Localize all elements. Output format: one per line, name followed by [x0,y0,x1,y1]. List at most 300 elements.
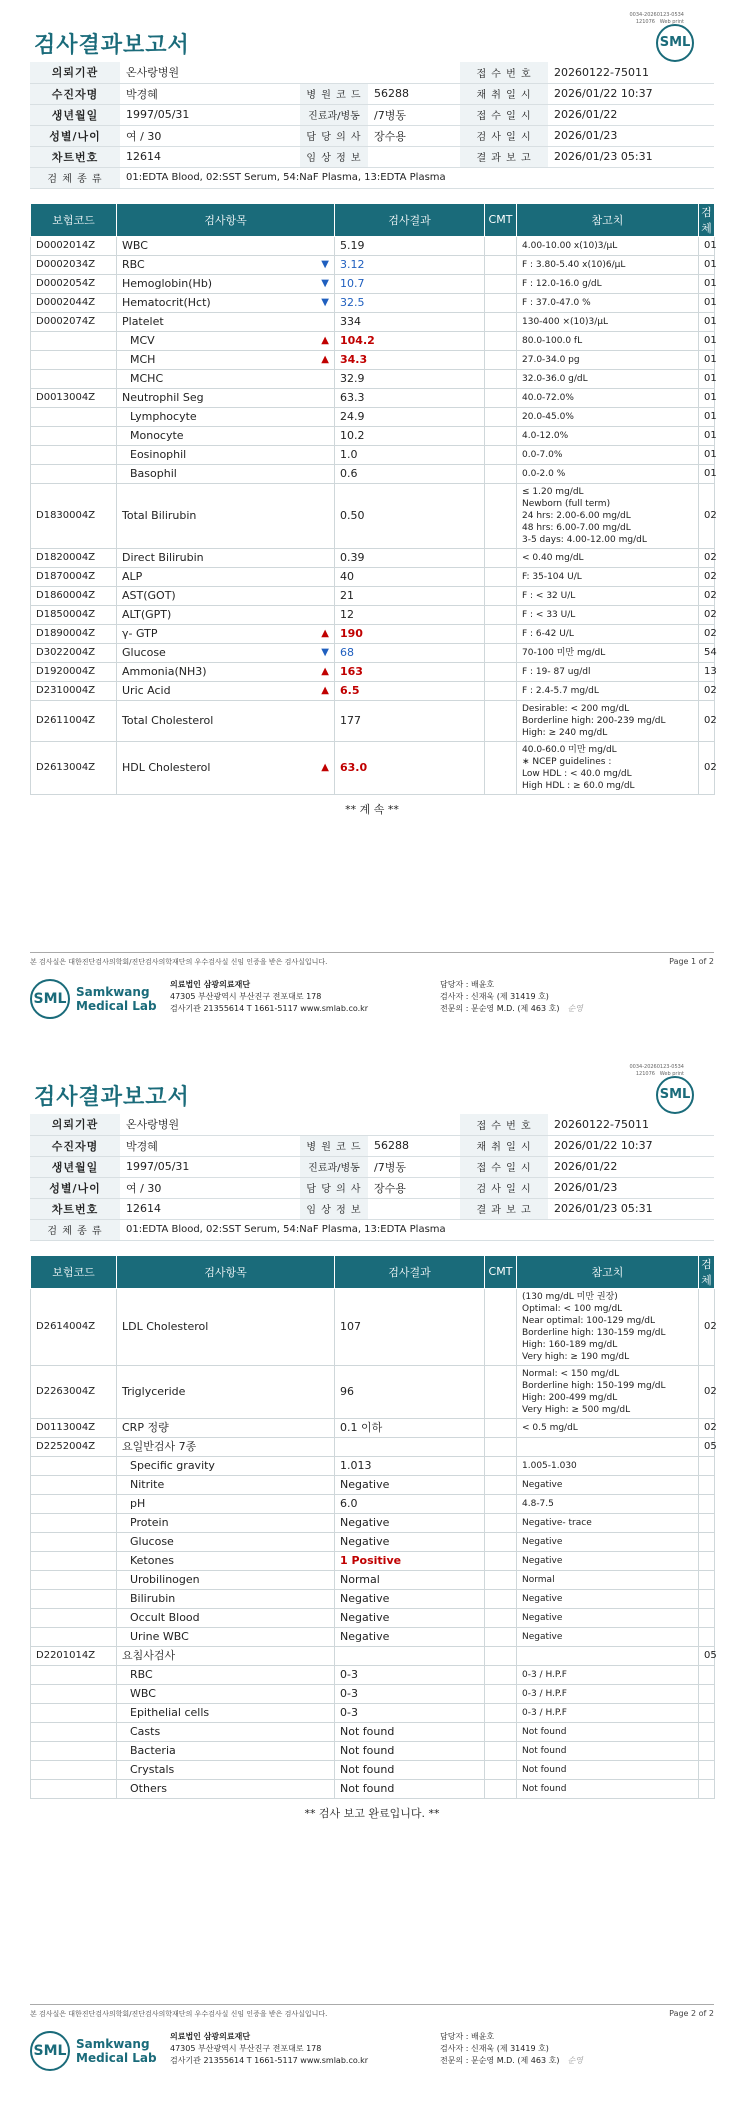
cmt-cell [485,1365,517,1418]
test-item-name: Triglyceride [122,1385,186,1398]
test-item-cell [117,1288,335,1365]
reference-cell: F: 35-104 U/L [517,567,699,586]
test-item-cell [117,445,335,464]
reference-cell: F : < 33 U/L [517,605,699,624]
specimen-cell [699,1608,715,1627]
high-flag-icon: ▲ [321,628,329,639]
test-item-name: MCHC [130,372,164,385]
cmt-cell [485,369,517,388]
reference-cell: 4.00-10.00 x(10)3/μL [517,236,699,255]
cmt-cell [485,1741,517,1760]
test-item-name: Nitrite [130,1478,165,1491]
reception-value: 20260122-75011 [548,62,714,83]
table-row [31,1722,715,1741]
table-row [31,255,715,274]
test-item-name: Specific gravity [130,1459,215,1472]
specimen-cell: 01 [699,236,715,255]
test-item-cell [117,567,335,586]
test-item-cell [117,1365,335,1418]
specimen-cell: 02 [699,605,715,624]
test-item-name: pH [130,1497,146,1510]
result-cell: 0-3 [335,1684,485,1703]
result-cell: 190 [335,624,485,643]
test-item-cell [117,1570,335,1589]
test-item-cell [117,741,335,794]
test-item-cell [117,548,335,567]
test-item-cell [117,1665,335,1684]
low-flag-icon: ▼ [321,297,329,308]
reference-cell: Negative [517,1551,699,1570]
result-cell: 0-3 [335,1665,485,1684]
insurance-code-cell: D2310004Z [31,681,117,700]
result-cell: Normal [335,1570,485,1589]
test-item-cell [117,1551,335,1570]
reference-cell: Normal [517,1570,699,1589]
test-item-cell [117,255,335,274]
reference-cell: Not found [517,1760,699,1779]
result-cell: Negative [335,1627,485,1646]
test-item-name: WBC [122,239,148,252]
result-cell: 1 Positive [335,1551,485,1570]
test-item-cell [117,236,335,255]
specimen-cell [699,1494,715,1513]
page-number: Page 2 of 2 [669,2009,714,2018]
test-item-cell [117,1475,335,1494]
low-flag-icon: ▼ [321,259,329,270]
cmt-cell [485,1760,517,1779]
specimen-cell: 02 [699,483,715,548]
table-row [31,293,715,312]
insurance-code-cell: D1830004Z [31,483,117,548]
test-item-cell [117,643,335,662]
table-row [31,1684,715,1703]
table-row [31,1365,715,1418]
test-item-name: Platelet [122,315,164,328]
cmt-cell [485,445,517,464]
cmt-cell [485,1551,517,1570]
test-item-cell [117,1418,335,1437]
cmt-cell [485,605,517,624]
cmt-cell [485,681,517,700]
reference-cell: Desirable: < 200 mg/dL Borderline high: 200-239 mg/dL High: ≥ 240 mg/dL [517,700,699,741]
result-cell: 32.9 [335,369,485,388]
specimen-cell [699,1722,715,1741]
test-item-name: Epithelial cells [130,1706,210,1719]
test-item-name: Others [130,1782,167,1795]
footer: 본 검사실은 대한진단검사의학회/진단검사의학재단의 우수검사실 신임 인증을 받은 검사실입니다. Page 2 of 2 SML Samkwang Medical Lab 의료법인 삼광의료재단 47305 부산광역시 부산진구 전포대로 178 검사기관 21355614 T 1661-5117 www.smlab.co.kr 담당자 : 배윤호 검사자 : 신재욱 (제 31419 호) 전문의 : 문순영 M.D. (제 463 호) 순영 [30,2004,714,2104]
cmt-cell [485,407,517,426]
specimen-cell: 01 [699,388,715,407]
test-item-name: WBC [130,1687,156,1700]
test-item-name: Total Cholesterol [122,714,214,727]
specimen-cell: 01 [699,312,715,331]
specimen-cell: 01 [699,255,715,274]
result-cell: 107 [335,1288,485,1365]
test-item-name: Basophil [130,467,177,480]
reference-cell: Not found [517,1741,699,1760]
table-row [31,700,715,741]
cmt-cell [485,1475,517,1494]
table-row [31,1437,715,1456]
reference-cell: 0-3 / H.P.F [517,1703,699,1722]
test-item-name: Crystals [130,1763,175,1776]
table-row [31,1475,715,1494]
page-number: Page 1 of 2 [669,957,714,966]
report-complete-note: ** 검사 보고 완료입니다. ** [304,1806,440,1820]
specimen-cell: 02 [699,1288,715,1365]
insurance-code-cell [31,407,117,426]
result-cell: 10.7 [335,274,485,293]
test-item-name: Neutrophil Seg [122,391,204,404]
reference-cell: F : 6-42 U/L [517,624,699,643]
test-item-cell [117,331,335,350]
reference-cell [517,1437,699,1456]
insurance-code-cell: D1890004Z [31,624,117,643]
result-cell: 1.0 [335,445,485,464]
result-cell: Negative [335,1608,485,1627]
cmt-cell [485,331,517,350]
cmt-cell [485,255,517,274]
reference-cell: Negative [517,1532,699,1551]
test-item-cell [117,407,335,426]
table-row [31,1551,715,1570]
insurance-code-cell [31,1532,117,1551]
cmt-cell [485,1779,517,1798]
table-row [31,388,715,407]
reference-cell: < 0.40 mg/dL [517,548,699,567]
cmt-cell [485,350,517,369]
reference-cell: ≤ 1.20 mg/dL Newborn (full term) 24 hrs: 2.00-6.00 mg/dL 48 hrs: 6.00-7.00 mg/dL 3-5 days: 4.00-12.00 mg/dL [517,483,699,548]
reference-cell: F : 2.4-5.7 mg/dL [517,681,699,700]
test-item-cell [117,293,335,312]
table-row [31,586,715,605]
cmt-cell [485,312,517,331]
result-cell: Negative [335,1589,485,1608]
specimen-cell [699,1551,715,1570]
insurance-code-cell: D3022004Z [31,643,117,662]
insurance-code-cell: D2263004Z [31,1365,117,1418]
test-item-name: MCV [130,334,155,347]
test-item-cell [117,586,335,605]
test-item-cell [117,700,335,741]
test-item-cell [117,624,335,643]
insurance-code-cell: D0002074Z [31,312,117,331]
specimen-cell: 01 [699,407,715,426]
specimen-cell: 05 [699,1646,715,1665]
insurance-code-cell [31,1627,117,1646]
test-item-cell [117,1722,335,1741]
cmt-cell [485,741,517,794]
table-row [31,331,715,350]
table-row [31,1288,715,1365]
cmt-cell [485,1437,517,1456]
specimen-cell: 05 [699,1437,715,1456]
specimen-cell: 02 [699,681,715,700]
high-flag-icon: ▲ [321,354,329,365]
cmt-cell [485,1456,517,1475]
test-item-name: RBC [130,1668,153,1681]
cmt-cell [485,586,517,605]
specimen-cell [699,1627,715,1646]
test-item-cell [117,312,335,331]
test-item-cell [117,1703,335,1722]
test-item-cell [117,1589,335,1608]
insurance-code-cell: D0013004Z [31,388,117,407]
result-cell: 0.50 [335,483,485,548]
cmt-cell [485,274,517,293]
test-item-cell [117,274,335,293]
insurance-code-cell: D0002054Z [31,274,117,293]
samkwang-logo: SML Samkwang Medical Lab [30,979,160,1019]
reference-cell: 20.0-45.0% [517,407,699,426]
reference-cell: Negative [517,1589,699,1608]
reference-cell: Not found [517,1779,699,1798]
test-item-cell [117,1627,335,1646]
test-item-name: Uric Acid [122,684,171,697]
specimen-cell: 02 [699,567,715,586]
insurance-code-cell [31,350,117,369]
specimen-cell: 54 [699,643,715,662]
cmt-cell [485,548,517,567]
specimen-cell: 02 [699,548,715,567]
test-item-cell [117,369,335,388]
signature: 순영 [567,1004,583,1013]
specimen-cell: 01 [699,426,715,445]
table-row [31,426,715,445]
specimen-cell [699,1532,715,1551]
table-row [31,1570,715,1589]
test-item-name: Glucose [130,1535,174,1548]
test-item-name: Hematocrit(Hct) [122,296,211,309]
test-item-cell [117,1646,335,1665]
cmt-cell [485,388,517,407]
test-item-name: LDL Cholesterol [122,1320,209,1333]
cmt-cell [485,426,517,445]
cmt-cell [485,1570,517,1589]
test-item-name: γ- GTP [122,627,158,640]
reference-cell: Not found [517,1722,699,1741]
reference-cell: F : 19- 87 ug/dl [517,662,699,681]
result-cell: 32.5 [335,293,485,312]
insurance-code-cell [31,369,117,388]
high-flag-icon: ▲ [321,666,329,677]
cmt-cell [485,1513,517,1532]
specimen-cell: 01 [699,350,715,369]
result-cell: 12 [335,605,485,624]
test-item-cell [117,1437,335,1456]
specimen-cell: 01 [699,369,715,388]
table-row [31,1418,715,1437]
page-title: 검사결과보고서 [34,1085,190,1110]
footer: 본 검사실은 대한진단검사의학회/진단검사의학재단의 우수검사실 신임 인증을 받은 검사실입니다. Page 1 of 2 SML Samkwang Medical Lab 의료법인 삼광의료재단 47305 부산광역시 부산진구 전포대로 178 검사기관 21355614 T 1661-5117 www.smlab.co.kr 담당자 : 배윤호 검사자 : 신재욱 (제 31419 호) 전문의 : 문순영 M.D. (제 463 호) 순영 [30,952,714,1052]
reference-cell: F : 12.0-16.0 g/dL [517,274,699,293]
reference-cell: 27.0-34.0 pg [517,350,699,369]
insurance-code-cell [31,464,117,483]
cmt-cell [485,293,517,312]
table-row [31,1608,715,1627]
results-table-1: 보험코드 검사항목 검사결과 CMT 참고치 검체 D0002014Z WBC 5.19 4.00-10.00 x(10)3/μL 01 D0002034Z RBC ▼ 3.12 F : 3.80-5.40 x(10)6/μL 01 D0002054Z Hemoglobin(Hb) ▼ 10.7 F : 12.0-16.0 g/dL 01 D0002044Z Hematocrit(Hct) ▼ 32.5 F : 37.0-47.0 % 01 D0002074Z Platelet 334 130-400 ×(10)3/μL 01 MCV ▲ 104.2 80.0-100.0 fL 01 MCH ▲ 34.3 27.0-34.0 pg 01 MCHC 32.9 32.0-36.0 g/dL 01 D0013004Z Neutrophil Seg 63.3 40.0-72.0% 01 Lymphocyte 24.9 20.0-45.0% 01 Monocyte 10.2 4.0-12.0% 01 Eosinophil 1.0 0.0-7.0% 01 Basophil 0.6 0.0-2.0 % 01 D1830004Z Total Bilirubin 0.50 ≤ 1.20 mg/dL Newborn (full term) 24 hrs: 2.00-6.00 mg/dL 48 hrs: 6.00-7.00 mg/dL 3-5 days: 4.00-12.00 mg/dL 02 D1820004Z Direct Bilirubin 0.39 < 0.40 mg/dL 02 D1870004Z ALP 40 F: 35-104 U/L 02 D1860004Z AST(GOT) 21 F : < 32 U/L 02 D1850004Z ALT(GPT) 12 F : < 33 U/L 02 D1890004Z γ- GTP ▲ 190 F : 6-42 U/L 02 D3022004Z Glucose ▼ 68 70-100 미만 mg/dL 54 D1920004Z Ammonia(NH3) ▲ 163 F : 19- 87 ug/dl 13 D2310004Z Uric Acid ▲ 6.5 F : 2.4-5.7 mg/dL 02 D2611004Z Total Cholesterol 177 Desirable: < 200 mg/dL Borderline high: 200-239 mg/dL High: ≥ 240 mg/dL 02 D2613004Z HDL Cholesterol ▲ 63.0 40.0-60.0 미만 mg/dL ∗ NCEP guidelines : Low HDL : < 40.0 mg/dL High HDL : ≥ 60.0 mg/dL 02 [30,203,715,795]
reference-cell: 80.0-100.0 fL [517,331,699,350]
insurance-code-cell [31,1665,117,1684]
patient-info-table: 의뢰기관 온사랑병원 접 수 번 호 20260122-75011 수진자명 박경혜 병 원 코 드 56288 채 취 일 시 2026/01/22 10:37 생년월일 1997/05/31 진료과/병동 /7병동 접 수 일 시 2026/01/22 성별/나이 여 / 30 담 당 의 사 장수용 검 사 일 시 2026/01/23 차트번호 12614 임 상 정 보 결 과 보 고 2026/01/23 05:31 검 체 종 류 01:EDTA Blood, 02:SST Serum, 54:NaF Plasma, 13:EDTA Plasma [30,1114,714,1241]
specimen-cell: 02 [699,1365,715,1418]
result-cell: 68 [335,643,485,662]
specimen-cell [699,1684,715,1703]
specimen-cell [699,1665,715,1684]
insurance-code-cell [31,445,117,464]
specimen-cell [699,1703,715,1722]
insurance-code-cell [31,331,117,350]
result-cell: 334 [335,312,485,331]
table-row [31,236,715,255]
test-item-cell [117,483,335,548]
cmt-cell [485,1646,517,1665]
specimen-cell: 01 [699,445,715,464]
test-item-cell [117,1513,335,1532]
table-row [31,1494,715,1513]
insurance-code-cell [31,1703,117,1722]
test-item-name: Eosinophil [130,448,187,461]
specimen-cell: 01 [699,274,715,293]
patient-info-table: 의뢰기관 온사랑병원 접 수 번 호 20260122-75011 수진자명 박경혜 병 원 코 드 56288 채 취 일 시 2026/01/22 10:37 생년월일 1997/05/31 진료과/병동 /7병동 접 수 일 시 2026/01/22 성별/나이 여 / 30 담 당 의 사 장수용 검 사 일 시 2026/01/23 차트번호 12614 임 상 정 보 결 과 보 고 2026/01/23 05:31 검 체 종 류 01:EDTA Blood, 02:SST Serum, 54:NaF Plasma, 13:EDTA Plasma [30,62,714,189]
result-cell: 10.2 [335,426,485,445]
insurance-code-cell: D1850004Z [31,605,117,624]
insurance-code-cell: D2614004Z [31,1288,117,1365]
cmt-cell [485,700,517,741]
reference-cell: F : 37.0-47.0 % [517,293,699,312]
patient-value: 박경혜 [120,83,300,104]
test-item-name: Bacteria [130,1744,176,1757]
lab-address: 의료법인 삼광의료재단 47305 부산광역시 부산진구 전포대로 178 검사기관 21355614 T 1661-5117 www.smlab.co.kr [170,2032,369,2065]
reference-cell: F : 3.80-5.40 x(10)6/μL [517,255,699,274]
table-row [31,741,715,794]
cmt-cell [485,1608,517,1627]
reference-cell: (130 mg/dL 미만 권장) Optimal: < 100 mg/dL Near optimal: 100-129 mg/dL Borderline high: 130-159 mg/dL High: 160-189 mg/dL Very high: ≥ 190 mg/dL [517,1288,699,1365]
table-row [31,567,715,586]
result-cell: Negative [335,1513,485,1532]
test-item-name: 요일반검사 7종 [122,1440,197,1453]
low-flag-icon: ▼ [321,647,329,658]
insurance-code-cell [31,1456,117,1475]
insurance-code-cell [31,1608,117,1627]
cmt-cell [485,1627,517,1646]
reference-cell: 40.0-60.0 미만 mg/dL ∗ NCEP guidelines : Low HDL : < 40.0 mg/dL High HDL : ≥ 60.0 mg/dL [517,741,699,794]
cmt-cell [485,1684,517,1703]
result-cell: Not found [335,1779,485,1798]
result-cell: Not found [335,1722,485,1741]
table-row [31,1532,715,1551]
insurance-code-cell [31,1722,117,1741]
specimen-cell: 01 [699,464,715,483]
insurance-code-cell: D0002044Z [31,293,117,312]
result-cell: 3.12 [335,255,485,274]
table-row [31,445,715,464]
result-cell: 0-3 [335,1703,485,1722]
table-row [31,681,715,700]
test-item-name: Lymphocyte [130,410,197,423]
insurance-code-cell: D2252004Z [31,1437,117,1456]
test-item-name: CRP 정량 [122,1421,169,1434]
insurance-code-cell [31,1741,117,1760]
table-row [31,1456,715,1475]
test-item-name: Casts [130,1725,161,1738]
insurance-code-cell [31,1760,117,1779]
test-item-name: Urobilinogen [130,1573,200,1586]
test-item-cell [117,388,335,407]
test-item-cell [117,1494,335,1513]
insurance-code-cell: D2201014Z [31,1646,117,1665]
result-cell: 177 [335,700,485,741]
specimen-cell: 01 [699,331,715,350]
sml-logo: SML [656,24,694,62]
reference-cell: < 0.5 mg/dL [517,1418,699,1437]
specimen-cell [699,1779,715,1798]
table-row [31,407,715,426]
result-cell: Negative [335,1475,485,1494]
staff-info: 담당자 : 배윤호 검사자 : 신재욱 (제 31419 호) 전문의 : 문순영 M.D. (제 463 호) 순영 [440,2032,583,2065]
cmt-cell [485,643,517,662]
test-item-cell [117,350,335,369]
cmt-cell [485,483,517,548]
cmt-cell [485,624,517,643]
result-cell: 163 [335,662,485,681]
report-page-2 [0,1052,744,2104]
table-row [31,1760,715,1779]
test-item-cell [117,605,335,624]
result-cell: Not found [335,1760,485,1779]
test-item-name: Bilirubin [130,1592,176,1605]
cmt-cell [485,1288,517,1365]
test-item-name: MCH [130,353,156,366]
specimen-cell: 02 [699,586,715,605]
table-row [31,1703,715,1722]
test-item-name: Ammonia(NH3) [122,665,207,678]
reference-cell: Negative- trace [517,1513,699,1532]
insurance-code-cell: D1920004Z [31,662,117,681]
result-cell: 1.013 [335,1456,485,1475]
test-item-name: Occult Blood [130,1611,200,1624]
result-cell: 21 [335,586,485,605]
reference-cell: Negative [517,1627,699,1646]
test-item-cell [117,464,335,483]
result-cell: Negative [335,1532,485,1551]
table-row [31,483,715,548]
reference-cell: 4.8-7.5 [517,1494,699,1513]
test-item-cell [117,1760,335,1779]
reference-cell: Negative [517,1608,699,1627]
insurance-code-cell: D0002014Z [31,236,117,255]
specimen-cell: 13 [699,662,715,681]
test-item-name: ALP [122,570,143,583]
result-cell: 6.5 [335,681,485,700]
table-row [31,662,715,681]
insurance-code-cell: D1820004Z [31,548,117,567]
table-row [31,1513,715,1532]
result-cell: 34.3 [335,350,485,369]
insurance-code-cell [31,1570,117,1589]
specimen-value: 01:EDTA Blood, 02:SST Serum, 54:NaF Plasma, 13:EDTA Plasma [120,167,714,188]
result-cell: 104.2 [335,331,485,350]
insurance-code-cell: D0002034Z [31,255,117,274]
reference-cell: 70-100 미만 mg/dL [517,643,699,662]
continued-note: ** 계 속 ** [345,802,399,816]
result-cell: 6.0 [335,1494,485,1513]
reference-cell: F : < 32 U/L [517,586,699,605]
insurance-code-cell: D0113004Z [31,1418,117,1437]
test-item-cell [117,1741,335,1760]
reference-cell: 0-3 / H.P.F [517,1684,699,1703]
result-cell: Not found [335,1741,485,1760]
